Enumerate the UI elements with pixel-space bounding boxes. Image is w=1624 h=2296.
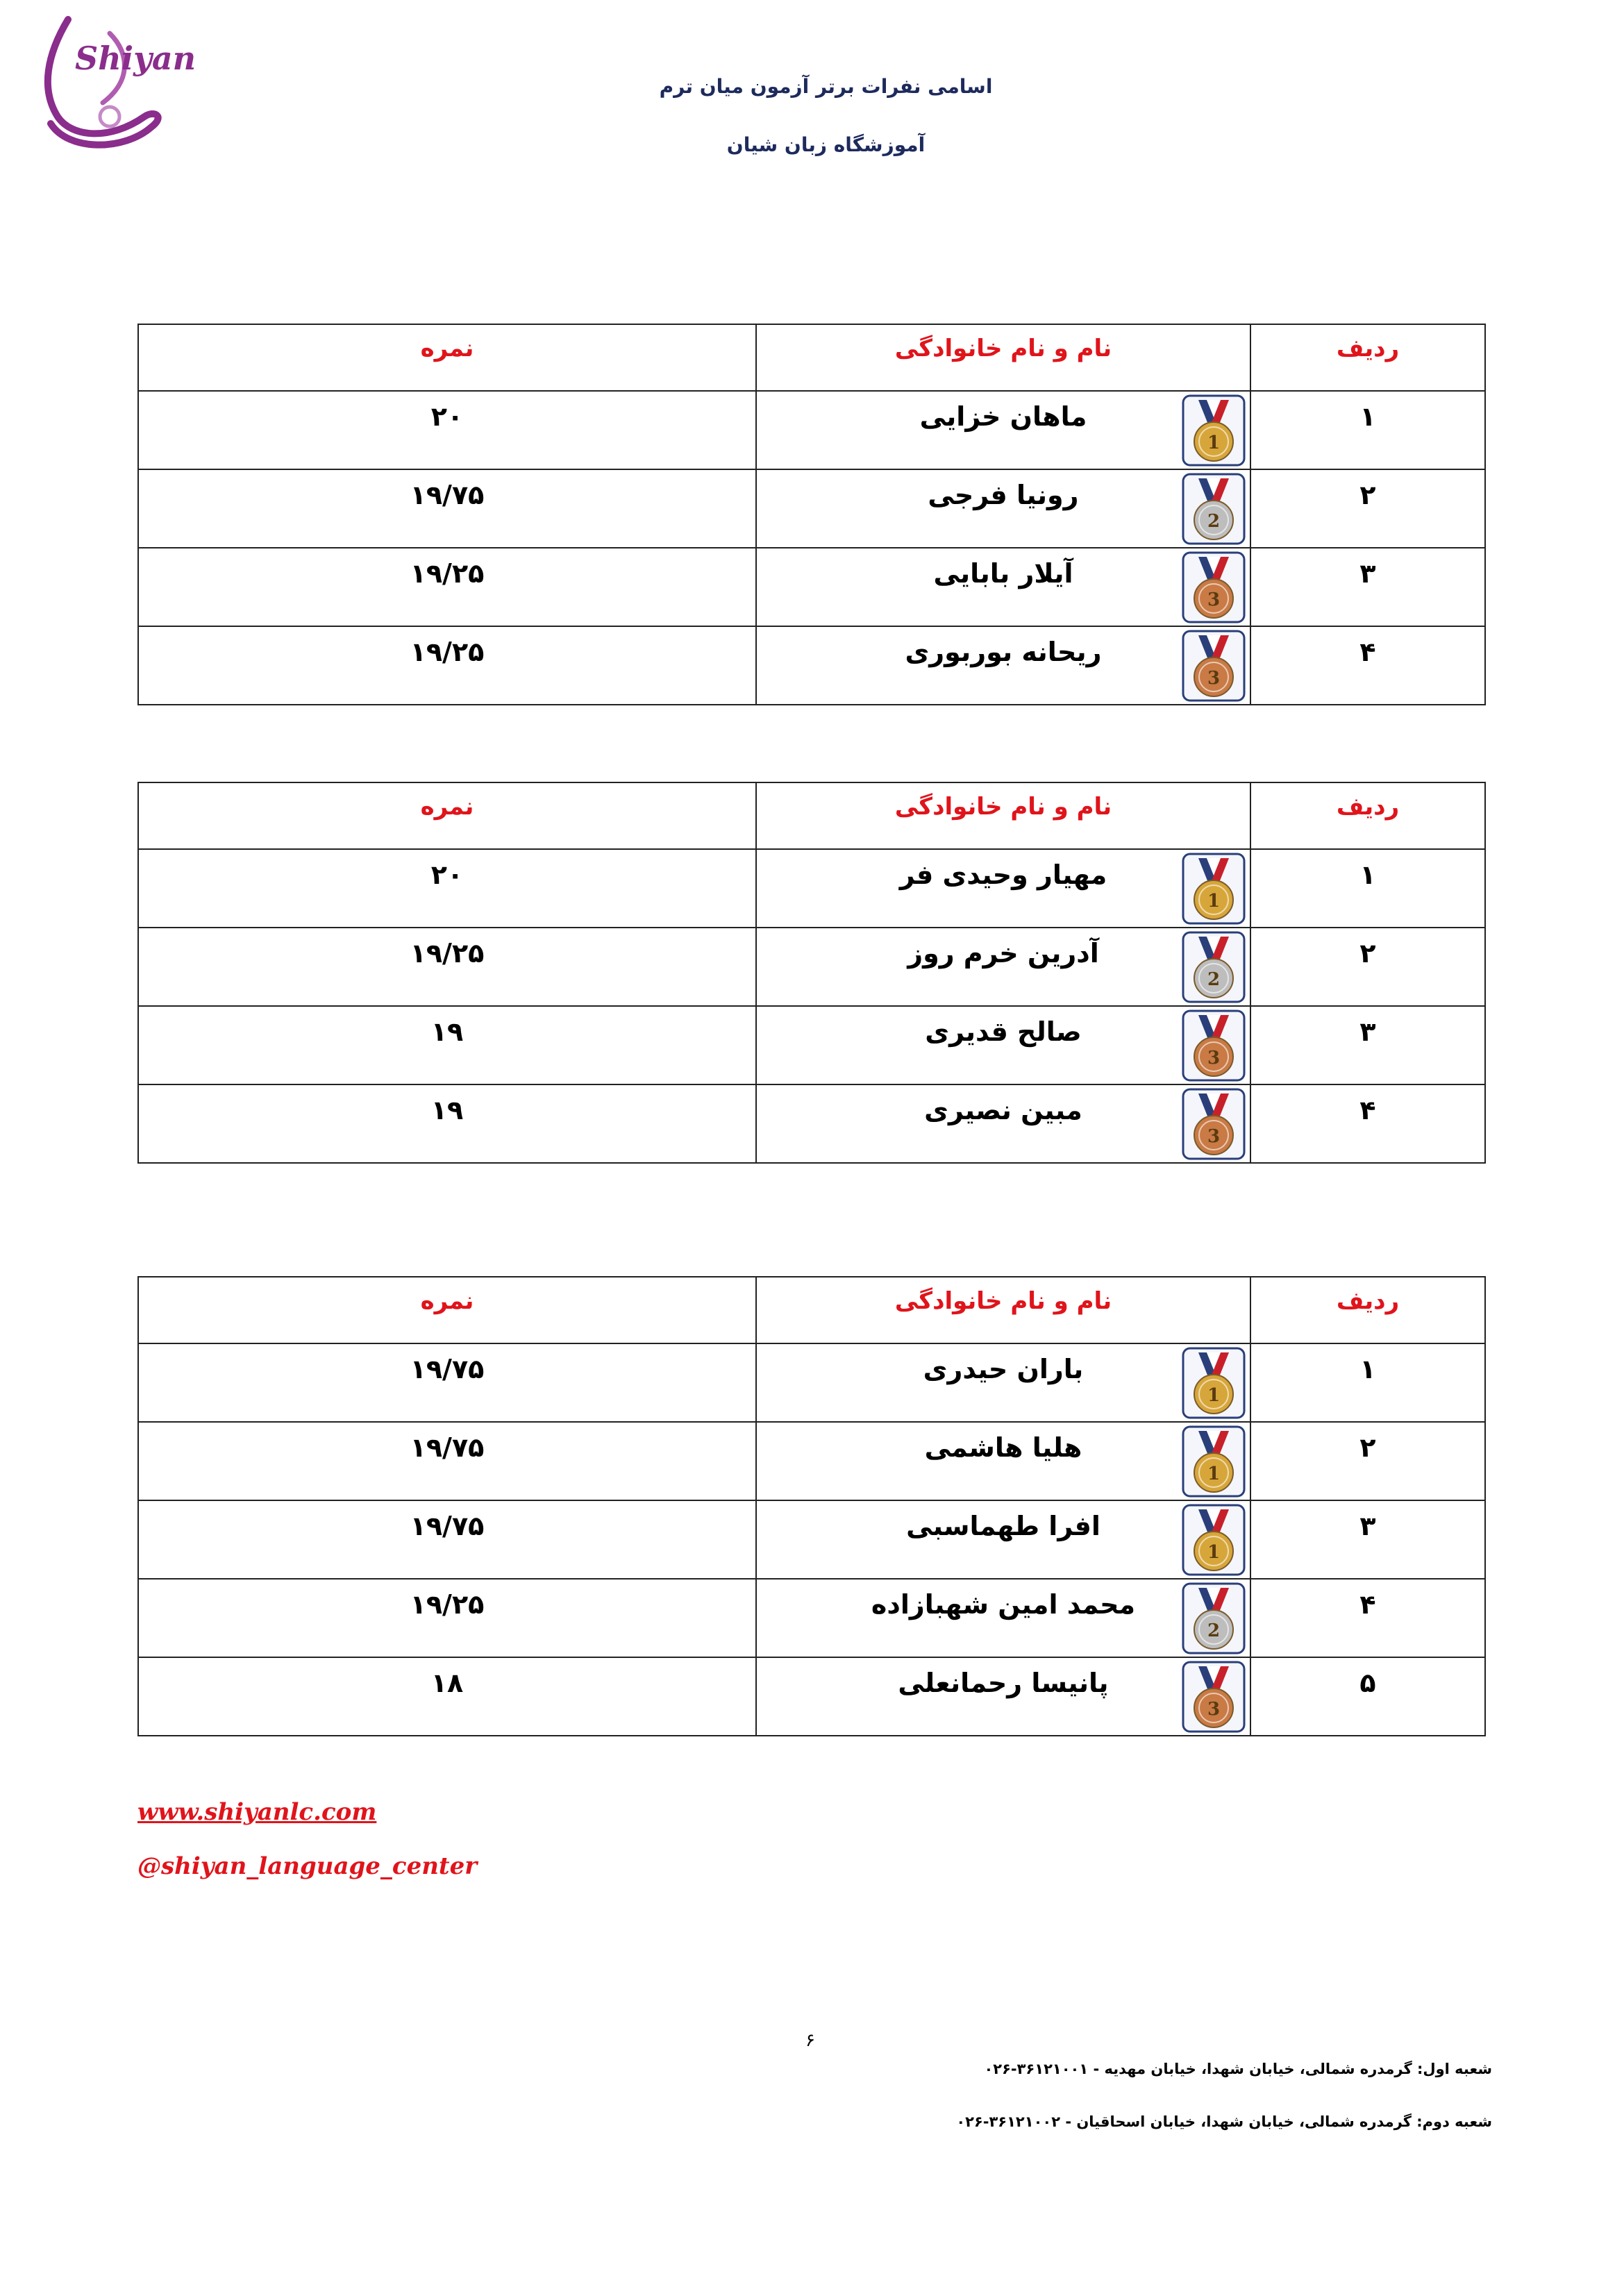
name-cell bbox=[756, 626, 1250, 705]
gold-medal-icon bbox=[1182, 1347, 1246, 1419]
table-row bbox=[138, 391, 1485, 469]
student-name: پانیسا رحمانعلی bbox=[898, 1668, 1109, 1698]
table-row bbox=[138, 469, 1485, 548]
name-cell bbox=[756, 1084, 1250, 1163]
svg-text:3: 3 bbox=[1207, 1126, 1221, 1147]
name-cell bbox=[756, 1343, 1250, 1422]
score-cell: ۱۹/۷۵ bbox=[138, 1422, 756, 1500]
column-header-name: نام و نام خانوادگی bbox=[756, 324, 1250, 391]
svg-text:1: 1 bbox=[1207, 433, 1221, 453]
column-header-name: نام و نام خانوادگی bbox=[756, 1277, 1250, 1343]
page-number: ۶ bbox=[805, 2030, 815, 2051]
row-number-cell: ۲ bbox=[1250, 1422, 1485, 1500]
table-row bbox=[138, 1343, 1485, 1422]
row-number-cell: ۲ bbox=[1250, 928, 1485, 1006]
svg-text:3: 3 bbox=[1207, 1699, 1221, 1720]
table-header-row bbox=[138, 324, 1485, 391]
row-number-cell: ۳ bbox=[1250, 548, 1485, 626]
name-cell bbox=[756, 391, 1250, 469]
score-cell: ۱۹/۷۵ bbox=[138, 1343, 756, 1422]
gold-medal-icon bbox=[1182, 1425, 1246, 1498]
name-cell bbox=[756, 1006, 1250, 1084]
name-cell bbox=[756, 1579, 1250, 1657]
name-cell bbox=[756, 1657, 1250, 1736]
bronze-medal-icon bbox=[1182, 630, 1246, 702]
column-header-score: نمره bbox=[138, 324, 756, 391]
table-header-row bbox=[138, 782, 1485, 849]
score-cell: ۱۹ bbox=[138, 1006, 756, 1084]
column-header-row: ردیف bbox=[1250, 1277, 1485, 1343]
name-cell bbox=[756, 548, 1250, 626]
branch-1-address: شعبه اول: گرمدره شمالی، خیابان شهدا، خیابان مهدیه - ۳۶۱۲۱۰۰۱-۰۲۶ bbox=[984, 2061, 1492, 2077]
svg-text:2: 2 bbox=[1207, 1620, 1221, 1641]
table-header-row bbox=[138, 1277, 1485, 1343]
column-header-row: ردیف bbox=[1250, 782, 1485, 849]
column-header-row: ردیف bbox=[1250, 324, 1485, 391]
table-row bbox=[138, 548, 1485, 626]
student-name: ریحانه بوربوری bbox=[905, 637, 1102, 667]
student-name: رونیا فرجی bbox=[928, 480, 1079, 510]
score-cell: ۱۹/۲۵ bbox=[138, 928, 756, 1006]
instagram-handle[interactable]: @shiyan_language_center bbox=[137, 1852, 478, 1880]
table-row bbox=[138, 626, 1485, 705]
name-cell bbox=[756, 1422, 1250, 1500]
student-name: باران حیدری bbox=[923, 1354, 1084, 1384]
row-number-cell: ۳ bbox=[1250, 1500, 1485, 1579]
svg-text:2: 2 bbox=[1207, 511, 1221, 532]
column-header-score: نمره bbox=[138, 782, 756, 849]
row-number-cell: ۳ bbox=[1250, 1006, 1485, 1084]
svg-text:1: 1 bbox=[1207, 1542, 1221, 1563]
score-cell: ۱۹ bbox=[138, 1084, 756, 1163]
table-row bbox=[138, 1006, 1485, 1084]
row-number-cell: ۱ bbox=[1250, 391, 1485, 469]
score-cell: ۱۹/۲۵ bbox=[138, 548, 756, 626]
name-cell bbox=[756, 1500, 1250, 1579]
gold-medal-icon bbox=[1182, 1504, 1246, 1576]
table-row bbox=[138, 928, 1485, 1006]
student-name: افرا طهماسبی bbox=[906, 1511, 1100, 1541]
svg-text:3: 3 bbox=[1207, 589, 1221, 610]
score-cell: ۱۹/۲۵ bbox=[138, 1579, 756, 1657]
silver-medal-icon bbox=[1182, 1582, 1246, 1654]
svg-text:1: 1 bbox=[1207, 1385, 1221, 1406]
row-number-cell: ۱ bbox=[1250, 849, 1485, 928]
svg-text:1: 1 bbox=[1207, 1464, 1221, 1484]
svg-text:1: 1 bbox=[1207, 891, 1221, 912]
table-row bbox=[138, 1579, 1485, 1657]
page-title: اسامی نفرات برتر آزمون میان ترم bbox=[659, 75, 993, 98]
svg-text:3: 3 bbox=[1207, 668, 1221, 689]
student-name: هلیا هاشمی bbox=[924, 1432, 1082, 1463]
score-cell: ۱۹/۷۵ bbox=[138, 1500, 756, 1579]
page-subtitle: آموزشگاه زبان شیان bbox=[726, 133, 926, 156]
row-number-cell: ۱ bbox=[1250, 1343, 1485, 1422]
student-name: مبین نصیری bbox=[924, 1095, 1082, 1125]
logo-text: Shiyan bbox=[75, 40, 196, 77]
bronze-medal-icon bbox=[1182, 1009, 1246, 1082]
student-name: آدرین خرم روز bbox=[907, 938, 1099, 969]
bronze-medal-icon bbox=[1182, 1088, 1246, 1160]
gold-medal-icon bbox=[1182, 394, 1246, 467]
row-number-cell: ۴ bbox=[1250, 1084, 1485, 1163]
row-number-cell: ۴ bbox=[1250, 1579, 1485, 1657]
bronze-medal-icon bbox=[1182, 1661, 1246, 1733]
score-cell: ۲۰ bbox=[138, 849, 756, 928]
name-cell bbox=[756, 469, 1250, 548]
website-link[interactable]: www.shiyanlc.com bbox=[137, 1798, 377, 1826]
ranking-table-1 bbox=[137, 324, 1486, 705]
score-cell: ۱۹/۲۵ bbox=[138, 626, 756, 705]
gold-medal-icon bbox=[1182, 853, 1246, 925]
row-number-cell: ۵ bbox=[1250, 1657, 1485, 1736]
silver-medal-icon bbox=[1182, 931, 1246, 1003]
ranking-table-2 bbox=[137, 782, 1486, 1164]
table-row bbox=[138, 1084, 1485, 1163]
student-name: ماهان خزایی bbox=[919, 401, 1087, 432]
score-cell: ۱۹/۷۵ bbox=[138, 469, 756, 548]
ranking-table-3 bbox=[137, 1276, 1486, 1736]
table-row bbox=[138, 1500, 1485, 1579]
svg-text:2: 2 bbox=[1207, 969, 1221, 990]
name-cell bbox=[756, 928, 1250, 1006]
row-number-cell: ۴ bbox=[1250, 626, 1485, 705]
student-name: محمد امین شهبازاده bbox=[871, 1589, 1136, 1620]
student-name: آیلار بابایی bbox=[933, 558, 1073, 589]
name-cell bbox=[756, 849, 1250, 928]
score-cell: ۱۸ bbox=[138, 1657, 756, 1736]
table-row bbox=[138, 1657, 1485, 1736]
student-name: صالح قدیری bbox=[925, 1016, 1082, 1047]
table-row bbox=[138, 849, 1485, 928]
column-header-name: نام و نام خانوادگی bbox=[756, 782, 1250, 849]
score-cell: ۲۰ bbox=[138, 391, 756, 469]
table-row bbox=[138, 1422, 1485, 1500]
column-header-score: نمره bbox=[138, 1277, 756, 1343]
bronze-medal-icon bbox=[1182, 551, 1246, 623]
svg-text:3: 3 bbox=[1207, 1048, 1221, 1069]
branch-2-address: شعبه دوم: گرمدره شمالی، خیابان شهدا، خیابان اسحاقیان - ۳۶۱۲۱۰۰۲-۰۲۶ bbox=[956, 2113, 1492, 2130]
row-number-cell: ۲ bbox=[1250, 469, 1485, 548]
student-name: مهیار وحیدی فر bbox=[899, 860, 1107, 890]
silver-medal-icon bbox=[1182, 473, 1246, 545]
